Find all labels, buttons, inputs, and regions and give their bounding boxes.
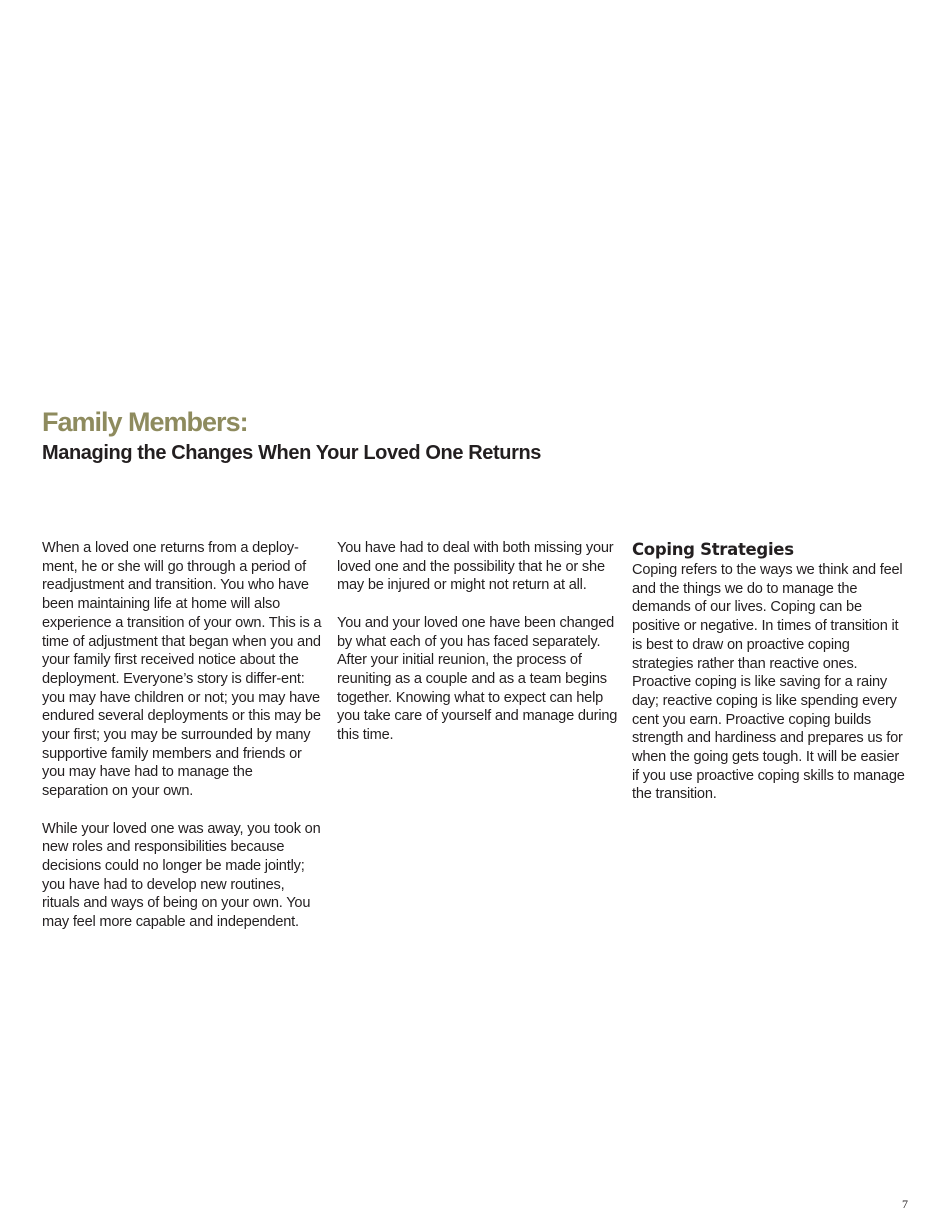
page-title: Family Members: — [42, 407, 248, 437]
middle-column — [337, 539, 619, 763]
left-paragraph-1: When a loved one returns from a deploy-ment, he or she will go through a period of readjustment and transition. You who have been maintaining life at home will also experience a transition of your own. This is a time of adjustment that began when you and your family first received notice about the deployment. Everyone’s story is differ-ent: you may have children or not; you may have endured several deployments or this may be your first; you may be surrounded by many supportive family members and friends or you may have had to manage the separation on your own. — [42, 540, 322, 800]
left-paragraph-2: While your loved one was away, you took on new roles and responsibilities because decisions could no longer be made jointly; you have had to develop new routines, rituals and ways of being on your own. You may feel more capable and independent. — [42, 820, 321, 931]
page-number: 7 — [902, 1197, 908, 1211]
left-column — [42, 539, 322, 950]
middle-paragraph-1: You have had to deal with both missing your loved one and the possibility that he or she may be injured or might not return at all. — [337, 540, 614, 594]
page-subtitle: Managing the Changes When Your Loved One Returns — [42, 442, 541, 464]
right-column — [632, 539, 908, 823]
right-paragraph-1: Coping refers to the ways we think and feel and the things we do to manage the demands of our lives. Coping can be positive or negative. In times of transition it is best to draw on proactive coping strategies rather than reactive ones. Proactive coping is like saving for a rainy day; reactive coping is like spending every cent you earn. Proactive coping builds strength and hardiness and prepares us for when the going gets tough. It will be easier if you use proactive coping skills to manage the transition. — [632, 562, 905, 803]
coping-strategies-heading: Coping Strategies — [632, 540, 794, 559]
middle-paragraph-2: You and your loved one have been changed by what each of you has faced separately. After your initial reunion, the process of reuniting as a couple and as a team begins together. Knowing what to expect can help you take care of yourself and manage during this time. — [337, 614, 618, 744]
